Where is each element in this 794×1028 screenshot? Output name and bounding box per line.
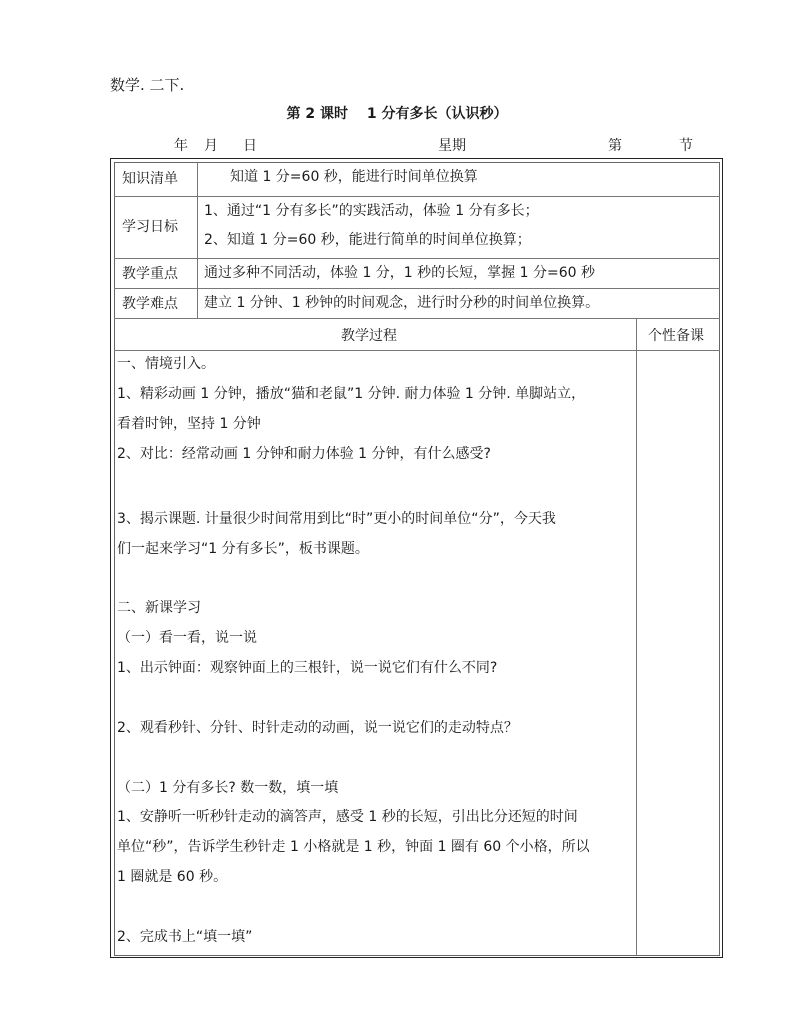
process-line-10: 2、观看秒针、分针、时针走动的动画，说一说它们的走动特点？ <box>117 720 518 736</box>
date-period-label: 第 <box>608 138 622 154</box>
process-line-1: 一、情境引入。 <box>117 356 215 372</box>
date-year-label: 年 <box>174 138 188 154</box>
row-divider <box>114 196 720 197</box>
row-label-difficulties: 教学难点 <box>122 296 178 312</box>
process-line-6: 们一起来学习“1 分有多长”，板书课题。 <box>117 541 369 557</box>
process-line-12: 1、安静听一听秒针走动的滴答声，感受 1 秒的长短，引出比分还短的时间 <box>117 809 578 825</box>
date-day-label: 日 <box>243 138 257 154</box>
process-line-8: （一）看一看，说一说 <box>117 630 257 646</box>
notes-header: 个性备课 <box>648 328 704 344</box>
label-column-divider <box>197 162 198 318</box>
process-line-13: 单位“秒”，告诉学生秒针走 1 小格就是 1 秒，钟面 1 圈有 60 个小格，所以 <box>117 839 590 855</box>
process-line-3: 看着时钟，坚持 1 分钟 <box>117 416 261 432</box>
row-content-key-points: 通过多种不同活动，体验 1 分，1 秒的长短，掌握 1 分=60 秒 <box>204 265 595 281</box>
process-line-9: 1、出示钟面：观察钟面上的三根针，说一说它们有什么不同? <box>117 660 498 676</box>
row-label-knowledge: 知识清单 <box>122 171 178 187</box>
header-note: 数学. 二下. <box>110 76 185 94</box>
date-section-label: 节 <box>679 138 693 154</box>
notes-column-divider <box>636 318 637 956</box>
row-content-knowledge: 知道 1 分=60 秒，能进行时间单位换算 <box>230 169 478 185</box>
process-line-15: 2、完成书上“填一填” <box>117 929 253 945</box>
process-header: 教学过程 <box>341 328 397 344</box>
lesson-title: 第 2 课时 1 分有多长（认识秒） <box>286 106 508 122</box>
row-content-objective-1: 1、通过“1 分有多长”的实践活动，体验 1 分有多长； <box>204 203 539 219</box>
row-divider <box>114 350 720 351</box>
row-divider <box>114 258 720 259</box>
row-label-objectives: 学习日标 <box>122 219 178 235</box>
row-content-objective-2: 2、知道 1 分=60 秒，能进行简单的时间单位换算； <box>204 232 531 248</box>
row-content-difficulties: 建立 1 分钟、1 秒钟的时间观念，进行时分秒的时间单位换算。 <box>204 295 600 311</box>
process-line-11: （二）1 分有多长? 数一数，填一填 <box>117 780 339 796</box>
process-line-4: 2、对比：经常动画 1 分钟和耐力体验 1 分钟，有什么感受? <box>117 446 491 462</box>
process-line-14: 1 圈就是 60 秒。 <box>117 869 228 885</box>
row-label-key-points: 教学重点 <box>122 266 178 282</box>
date-weekday-label: 星期 <box>438 138 466 154</box>
row-divider <box>114 318 720 319</box>
process-line-7: 二、新课学习 <box>117 600 201 616</box>
date-month-label: 月 <box>204 138 218 154</box>
process-line-5: 3、揭示课题. 计量很少时间常用到比“时”更小的时间单位“分”，今天我 <box>117 511 556 527</box>
process-line-2: 1、精彩动画 1 分钟，播放“猫和老鼠”1 分钟. 耐力体验 1 分钟. 单脚站立， <box>117 386 586 402</box>
row-divider <box>114 288 720 289</box>
